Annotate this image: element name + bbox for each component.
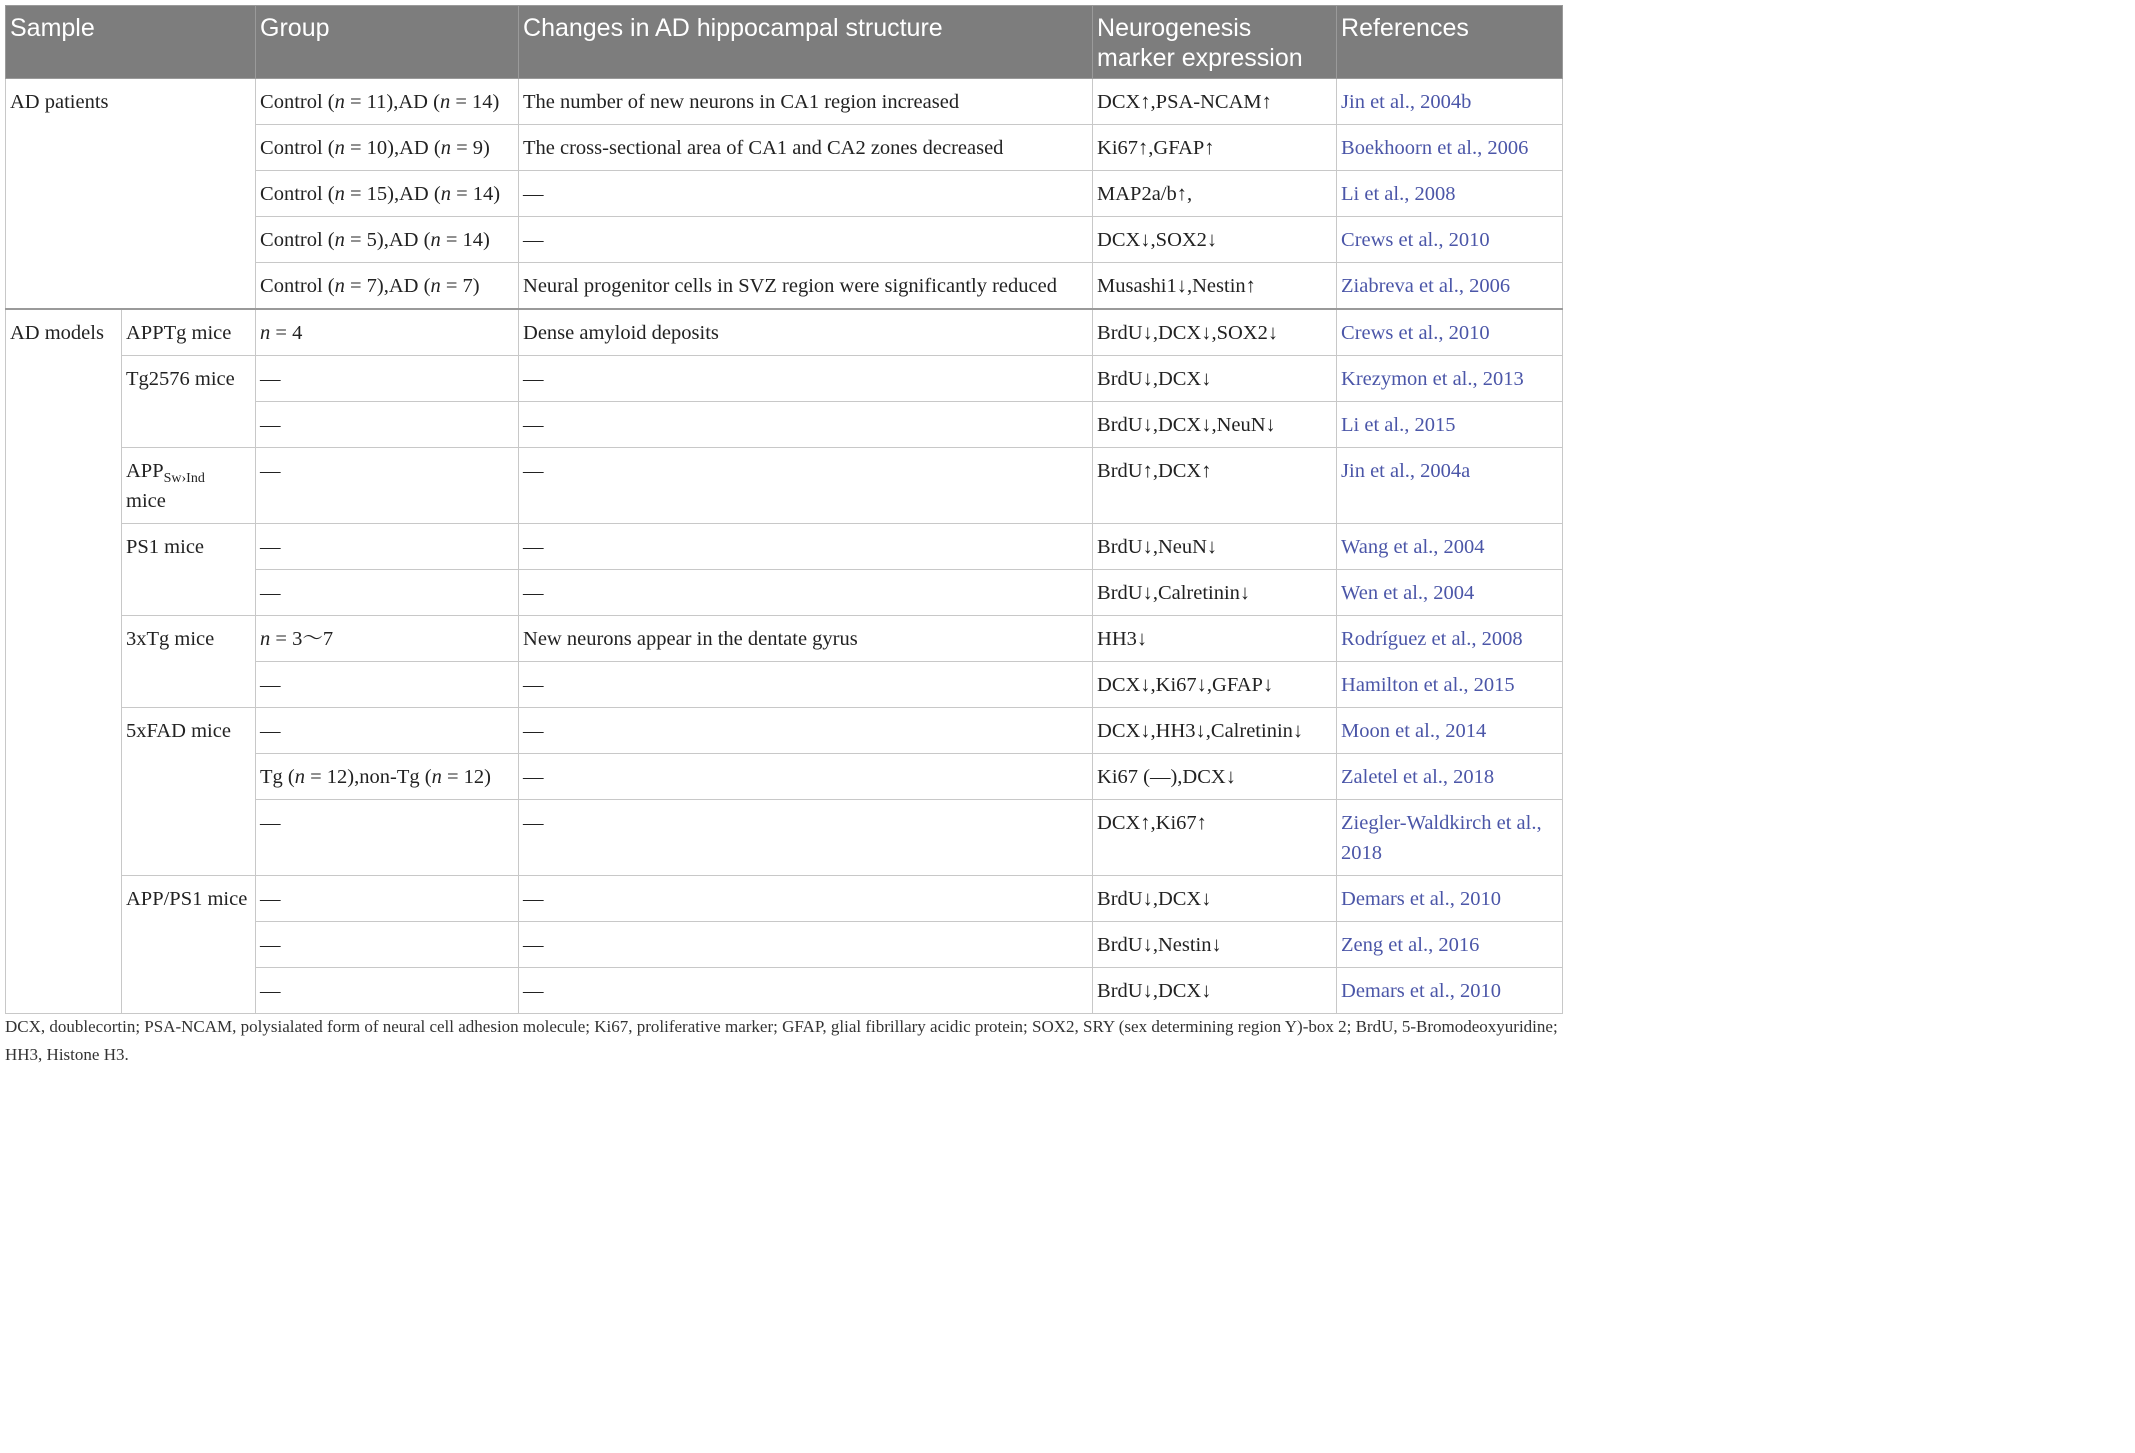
- reference-link[interactable]: Li et al., 2008: [1341, 183, 1456, 205]
- group-cell: —: [256, 662, 519, 708]
- model-cell: PS1 mice: [122, 524, 256, 616]
- changes-cell: New neurons appear in the dentate gyrus: [519, 616, 1093, 662]
- model-cell: APPTg mice: [122, 309, 256, 356]
- table-row: [6, 876, 1563, 922]
- group-cell: —: [256, 968, 519, 1014]
- marker-cell: BrdU↓,DCX↓,SOX2↓: [1093, 309, 1337, 356]
- group-cell: —: [256, 922, 519, 968]
- model-cell: 3xTg mice: [122, 616, 256, 708]
- marker-cell: BrdU↓,DCX↓: [1093, 356, 1337, 402]
- reference-link[interactable]: Zeng et al., 2016: [1341, 934, 1480, 956]
- marker-cell: Ki67 (—),DCX↓: [1093, 754, 1337, 800]
- group-cell: Control (n = 11),AD (n = 14): [256, 79, 519, 125]
- reference-link[interactable]: Ziegler-Waldkirch et al., 2018: [1341, 812, 1542, 864]
- reference-cell: [1337, 356, 1563, 402]
- header-sample: Sample: [6, 6, 256, 79]
- section-ad-models: AD models: [6, 309, 122, 1014]
- section-ad-patients: AD patients: [6, 79, 256, 310]
- reference-cell: [1337, 662, 1563, 708]
- reference-cell: [1337, 171, 1563, 217]
- marker-cell: DCX↓,HH3↓,Calretinin↓: [1093, 708, 1337, 754]
- reference-cell: [1337, 79, 1563, 125]
- group-cell: —: [256, 800, 519, 876]
- model-cell: 5xFAD mice: [122, 708, 256, 876]
- changes-cell: Dense amyloid deposits: [519, 309, 1093, 356]
- table-row: [6, 708, 1563, 754]
- reference-cell: [1337, 922, 1563, 968]
- changes-cell: —: [519, 754, 1093, 800]
- table-footnote: DCX, doublecortin; PSA-NCAM, polysialated form of neural cell adhesion molecule; Ki67, proliferative marker; GFAP, glial fibrillary acidic protein; SOX2, SRY (sex determining region Y)-box 2; BrdU, 5-Bromodeoxyuridine; HH3, Histone H3.: [5, 1017, 1558, 1064]
- changes-cell: The number of new neurons in CA1 region increased: [519, 79, 1093, 125]
- group-cell: —: [256, 570, 519, 616]
- header-group: Group: [256, 6, 519, 79]
- reference-link[interactable]: Wen et al., 2004: [1341, 582, 1475, 604]
- changes-cell: —: [519, 402, 1093, 448]
- changes-cell: —: [519, 217, 1093, 263]
- changes-cell: —: [519, 968, 1093, 1014]
- model-cell: APP/PS1 mice: [122, 876, 256, 1014]
- reference-link[interactable]: Moon et al., 2014: [1341, 720, 1487, 742]
- header-marker: Neurogenesis marker expression: [1093, 6, 1337, 79]
- reference-cell: [1337, 616, 1563, 662]
- marker-cell: MAP2a/b↑,: [1093, 171, 1337, 217]
- group-cell: —: [256, 524, 519, 570]
- changes-cell: —: [519, 356, 1093, 402]
- reference-link[interactable]: Jin et al., 2004a: [1341, 460, 1471, 482]
- marker-cell: BrdU↓,DCX↓,NeuN↓: [1093, 402, 1337, 448]
- changes-cell: —: [519, 662, 1093, 708]
- changes-cell: —: [519, 570, 1093, 616]
- reference-link[interactable]: Demars et al., 2010: [1341, 980, 1501, 1002]
- group-cell: n = 3～7: [256, 616, 519, 662]
- reference-cell: [1337, 402, 1563, 448]
- reference-cell: [1337, 800, 1563, 876]
- marker-cell: DCX↓,SOX2↓: [1093, 217, 1337, 263]
- table-row: [6, 79, 1563, 125]
- changes-cell: —: [519, 708, 1093, 754]
- reference-cell: [1337, 217, 1563, 263]
- marker-cell: BrdU↓,DCX↓: [1093, 876, 1337, 922]
- changes-cell: —: [519, 171, 1093, 217]
- marker-cell: DCX↑,Ki67↑: [1093, 800, 1337, 876]
- changes-cell: Neural progenitor cells in SVZ region were significantly reduced: [519, 263, 1093, 310]
- header-changes: Changes in AD hippocampal structure: [519, 6, 1093, 79]
- reference-cell: [1337, 309, 1563, 356]
- subscript: Sw›Ind: [163, 471, 205, 486]
- header-references: References: [1337, 6, 1563, 79]
- reference-cell: [1337, 876, 1563, 922]
- reference-link[interactable]: Boekhoorn et al., 2006: [1341, 137, 1529, 159]
- reference-cell: [1337, 708, 1563, 754]
- changes-cell: —: [519, 800, 1093, 876]
- reference-link[interactable]: Zaletel et al., 2018: [1341, 766, 1495, 788]
- header-row: [6, 6, 1563, 79]
- marker-cell: Ki67↑,GFAP↑: [1093, 125, 1337, 171]
- model-cell: $APP_{Sw›Ind}$ mice: [122, 448, 256, 524]
- group-cell: Control (n = 7),AD (n = 7): [256, 263, 519, 310]
- reference-link[interactable]: Hamilton et al., 2015: [1341, 674, 1515, 696]
- changes-cell: —: [519, 524, 1093, 570]
- reference-link[interactable]: Wang et al., 2004: [1341, 536, 1485, 558]
- changes-cell: —: [519, 876, 1093, 922]
- reference-link[interactable]: Li et al., 2015: [1341, 414, 1456, 436]
- marker-cell: DCX↓,Ki67↓,GFAP↓: [1093, 662, 1337, 708]
- group-cell: —: [256, 708, 519, 754]
- changes-cell: The cross-sectional area of CA1 and CA2 zones decreased: [519, 125, 1093, 171]
- table-row: [6, 356, 1563, 402]
- group-cell: Tg (n = 12),non-Tg (n = 12): [256, 754, 519, 800]
- reference-cell: [1337, 968, 1563, 1014]
- changes-cell: —: [519, 448, 1093, 524]
- marker-cell: BrdU↓,NeuN↓: [1093, 524, 1337, 570]
- changes-cell: —: [519, 922, 1093, 968]
- reference-cell: [1337, 125, 1563, 171]
- group-cell: —: [256, 356, 519, 402]
- reference-link[interactable]: Ziabreva et al., 2006: [1341, 275, 1511, 297]
- marker-cell: BrdU↓,DCX↓: [1093, 968, 1337, 1014]
- group-cell: Control (n = 15),AD (n = 14): [256, 171, 519, 217]
- reference-cell: [1337, 524, 1563, 570]
- marker-cell: HH3↓: [1093, 616, 1337, 662]
- reference-link[interactable]: Crews et al., 2010: [1341, 322, 1490, 344]
- table-row: [6, 524, 1563, 570]
- reference-cell: [1337, 570, 1563, 616]
- reference-link[interactable]: Demars et al., 2010: [1341, 888, 1501, 910]
- reference-cell: [1337, 448, 1563, 524]
- marker-cell: Musashi1↓,Nestin↑: [1093, 263, 1337, 310]
- reference-link[interactable]: Rodríguez et al., 2008: [1341, 628, 1523, 650]
- reference-cell: [1337, 754, 1563, 800]
- reference-link[interactable]: Crews et al., 2010: [1341, 229, 1490, 251]
- table-row: [6, 309, 1563, 356]
- data-table: [5, 5, 1563, 1014]
- marker-cell: BrdU↑,DCX↑: [1093, 448, 1337, 524]
- group-cell: Control (n = 10),AD (n = 9): [256, 125, 519, 171]
- group-cell: —: [256, 402, 519, 448]
- model-cell: Tg2576 mice: [122, 356, 256, 448]
- reference-link[interactable]: Krezymon et al., 2013: [1341, 368, 1524, 390]
- group-cell: Control (n = 5),AD (n = 14): [256, 217, 519, 263]
- marker-cell: BrdU↓,Calretinin↓: [1093, 570, 1337, 616]
- group-cell: —: [256, 448, 519, 524]
- marker-cell: DCX↑,PSA-NCAM↑: [1093, 79, 1337, 125]
- marker-cell: BrdU↓,Nestin↓: [1093, 922, 1337, 968]
- reference-link[interactable]: Jin et al., 2004b: [1341, 91, 1472, 113]
- table-row: [6, 616, 1563, 662]
- group-cell: n = 4: [256, 309, 519, 356]
- group-cell: —: [256, 876, 519, 922]
- reference-cell: [1337, 263, 1563, 310]
- table-row: [6, 448, 1563, 524]
